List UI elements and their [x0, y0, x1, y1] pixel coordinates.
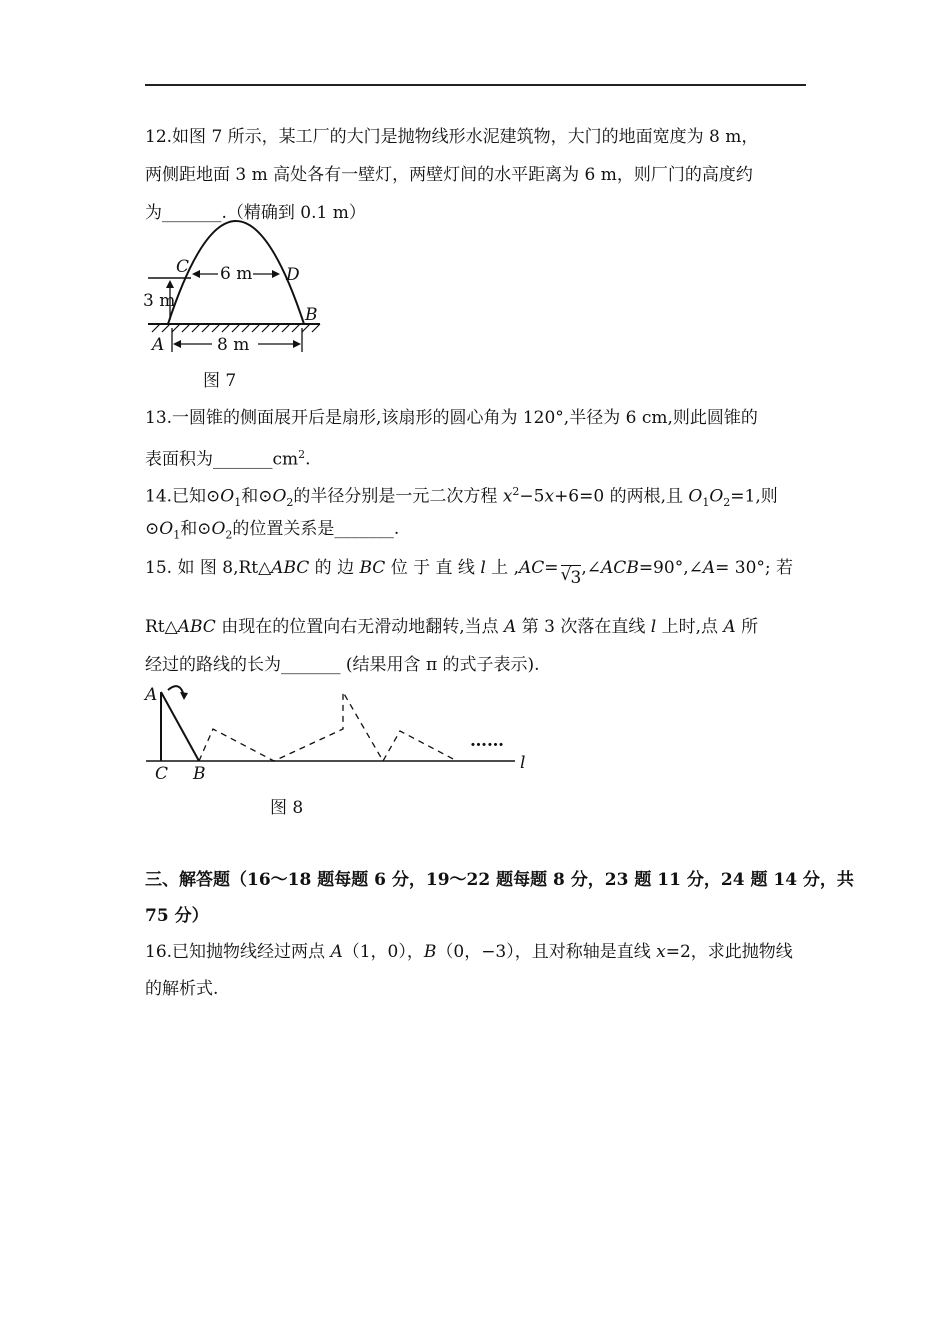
section-3-heading-line-1: 三、解答题（16～18 题每题 6 分，19～22 题每题 8 分，23 题 11 分，24 题 14 分，共	[145, 870, 854, 890]
ground-hatching	[152, 324, 320, 332]
fig7-label-a: A	[152, 335, 165, 355]
fig7-label-b: B	[305, 305, 318, 325]
q13-line-2: 表面积为$\_\_\_\_\_\_\_cm^2$.	[145, 448, 311, 470]
q13-line-1: 13.一圆锥的侧面展开后是扇形,该扇形的圆心角为 120°,半径为 6 cm,则此圆锥的	[145, 408, 758, 428]
figure-8-caption: 图 8	[270, 798, 304, 818]
header-rule	[145, 84, 806, 86]
fig7-label-8m: 8 m	[217, 335, 250, 355]
fig7-label-d: D	[286, 265, 300, 285]
fig8-label-l: l	[520, 753, 526, 773]
fig8-label-c: C	[155, 764, 169, 784]
figure-8-rolling-triangle	[140, 682, 540, 782]
fig8-label-a: A	[145, 685, 158, 705]
fig7-label-6m: 6 m	[220, 264, 253, 284]
fig8-label-b: B	[193, 764, 206, 784]
fig7-label-3m: 3 m	[143, 291, 176, 311]
q12-line-1: 12.如图 7 所示，某工厂的大门是抛物线形水泥建筑物，大门的地面宽度为 8 m，	[145, 127, 759, 147]
sqrt-expression: √ 3	[560, 565, 582, 588]
q15-line-3: 经过的路线的长为_______ (结果用含 π 的式子表示).	[145, 655, 540, 675]
figure-7-parabola-gate	[140, 228, 340, 358]
q14-line-1: 14.已知$⊙O_1$和$⊙O_2$的半径分别是一元二次方程 $x^2-5x+6=0$ 的两根,且 $O_1O_2=1$,则	[145, 485, 778, 510]
q16-line-1: 16.已知抛物线经过两点 A（1，0），B（0，−3），且对称轴是直线 x=2，求此抛物线	[145, 942, 793, 962]
figure-7-caption: 图 7	[203, 371, 237, 391]
q14-line-2: $⊙O_1$和$⊙O_2$的位置关系是_______.	[145, 519, 400, 542]
q15-line-2: Rt△ABC 由现在的位置向右无滑动地翻转,当点 A 第 3 次落在直线 l 上时,点 A 所	[145, 617, 759, 637]
q12-line-2: 两侧距地面 3 m 高处各有一壁灯，两壁灯间的水平距离为 6 m，则厂门的高度约	[145, 165, 753, 185]
q15-line-1: 15. 如 图 8,Rt△ABC 的 边 BC 位 于 直 线 l 上 ,AC= √ 3,∠ACB=90°,∠A= 30°; 若	[145, 558, 794, 588]
section-3-heading-line-2: 75 分）	[145, 906, 209, 926]
dashed-rolling-path	[199, 692, 457, 761]
q16-line-2: 的解析式.	[145, 979, 219, 999]
fig8-ellipsis: ……	[470, 731, 504, 751]
q12-line-3: 为_______.（精确到 0.1 m）	[145, 203, 366, 223]
fig7-label-c: C	[176, 257, 190, 277]
